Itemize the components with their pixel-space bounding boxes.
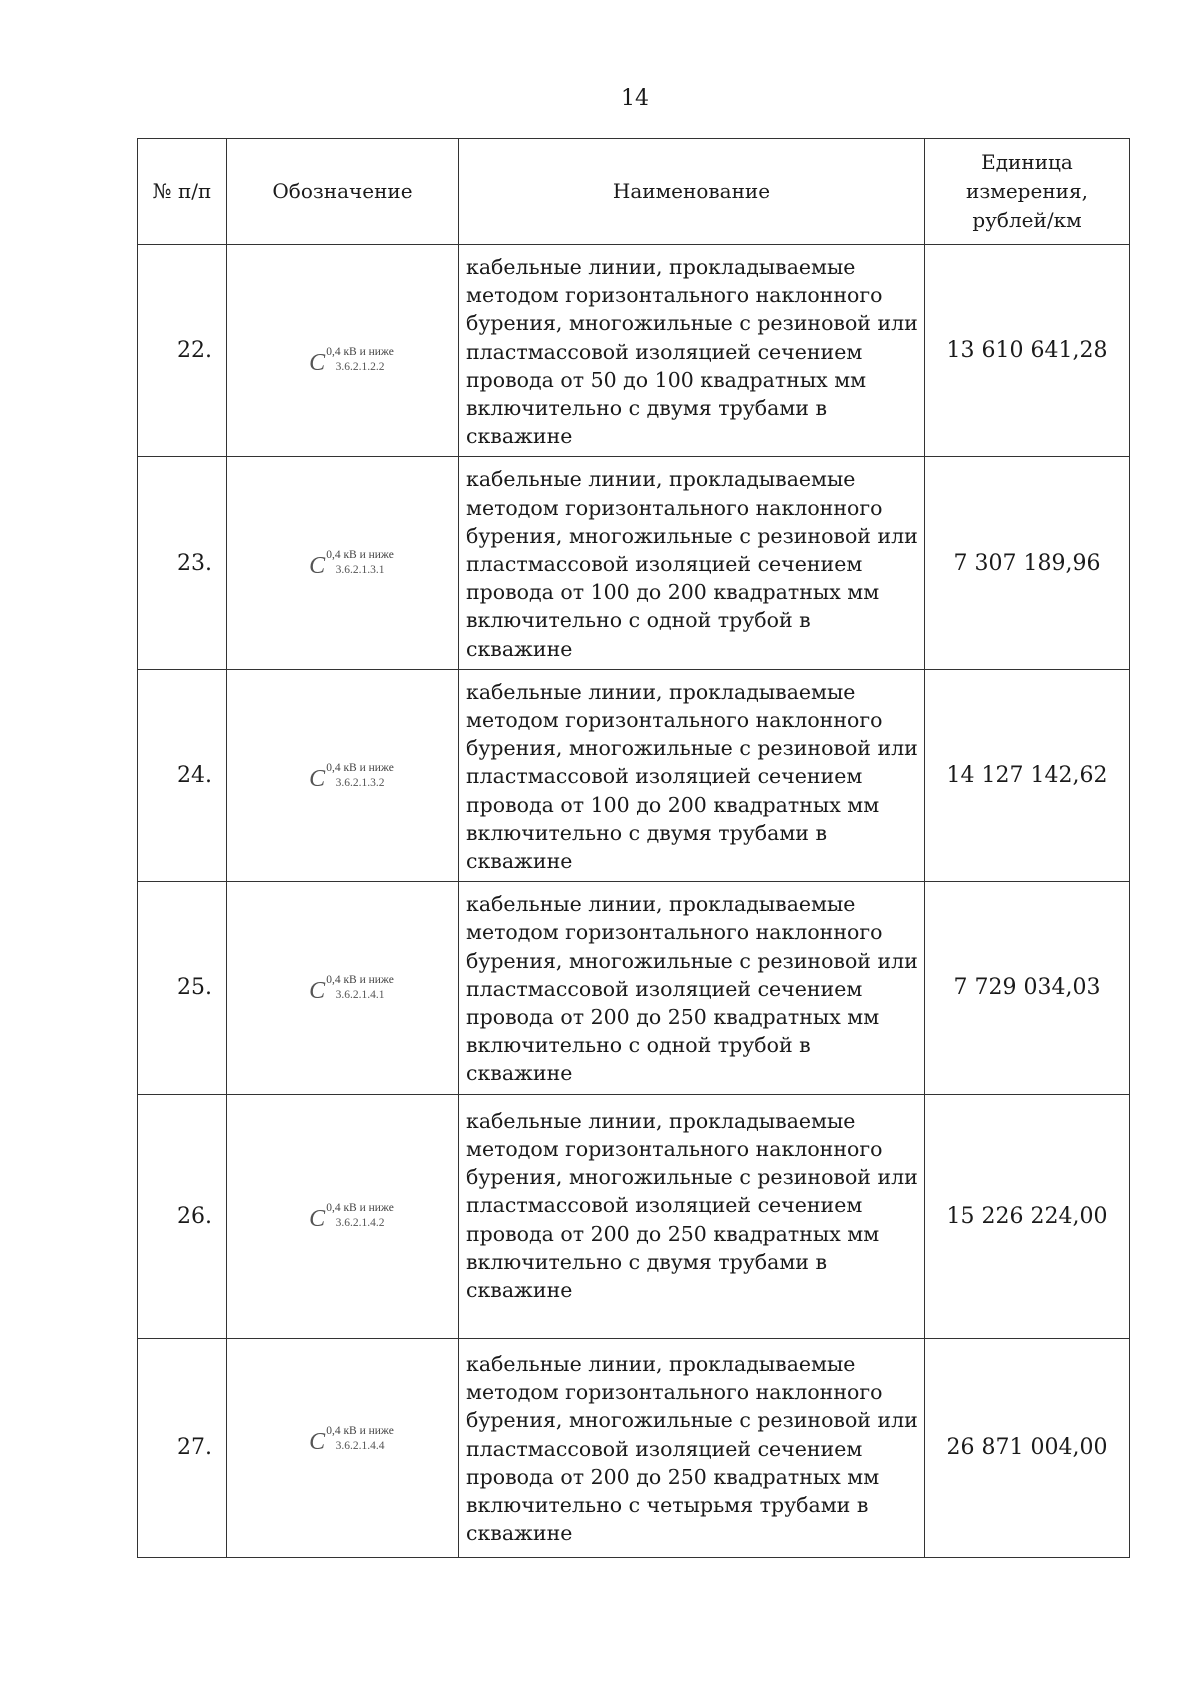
header-unit: Единица измерения, рублей/км — [925, 139, 1130, 245]
row-number: 27. — [138, 1338, 227, 1557]
name-cell: кабельные линии, прокладываемые методом горизонтального наклонного бурения, многожильные с резиновой или пластмассовой изоляцией сечением провода от 50 до 100 квадратных мм включительно с двумя трубами в скважине — [459, 245, 925, 457]
designation-cell — [227, 669, 459, 881]
name-cell: кабельные линии, прокладываемые методом горизонтального наклонного бурения, многожильные с резиновой или пластмассовой изоляцией сечением провода от 200 до 250 квадратных мм включительно с четырьмя трубами в скважине — [459, 1338, 925, 1557]
name-cell: кабельные линии, прокладываемые методом горизонтального наклонного бурения, многожильные с резиновой или пластмассовой изоляцией сечением провода от 100 до 200 квадратных мм включительно с одной трубой в скважине — [459, 457, 925, 669]
header-num: № п/п — [138, 139, 227, 245]
designation-symbol: C 0,4 кВ и ниже 3.6.2.1.3.1 — [309, 549, 394, 580]
value-cell: 7 307 189,96 — [925, 457, 1130, 669]
row-number: 22. — [138, 245, 227, 457]
designation-cell — [227, 1094, 459, 1338]
header-name: Наименование — [459, 139, 925, 245]
row-number: 25. — [138, 882, 227, 1094]
designation-symbol: C 0,4 кВ и ниже 3.6.2.1.4.2 — [309, 1202, 394, 1233]
designation-symbol: C 0,4 кВ и ниже 3.6.2.1.4.1 — [309, 973, 394, 1004]
row-number: 26. — [138, 1094, 227, 1338]
table-row — [138, 1338, 1130, 1557]
value-cell: 14 127 142,62 — [925, 669, 1130, 881]
value-cell: 15 226 224,00 — [925, 1094, 1130, 1338]
value-cell: 13 610 641,28 — [925, 245, 1130, 457]
page-number: 14 — [621, 86, 649, 111]
header-designation: Обозначение — [227, 139, 459, 245]
designation-cell — [227, 245, 459, 457]
name-cell: кабельные линии, прокладываемые методом горизонтального наклонного бурения, многожильные с резиновой или пластмассовой изоляцией сечением провода от 100 до 200 квадратных мм включительно с двумя трубами в скважине — [459, 669, 925, 881]
table-row — [138, 1094, 1130, 1338]
designation-symbol: C 0,4 кВ и ниже 3.6.2.1.3.2 — [309, 761, 394, 792]
row-number: 24. — [138, 669, 227, 881]
name-cell: кабельные линии, прокладываемые методом горизонтального наклонного бурения, многожильные с резиновой или пластмассовой изоляцией сечением провода от 200 до 250 квадратных мм включительно с двумя трубами в скважине — [459, 1094, 925, 1338]
value-cell: 26 871 004,00 — [925, 1338, 1130, 1557]
value-cell: 7 729 034,03 — [925, 882, 1130, 1094]
tariff-table — [137, 138, 1130, 1558]
table-row — [138, 457, 1130, 669]
table-row — [138, 245, 1130, 457]
table-row — [138, 669, 1130, 881]
designation-symbol: C 0,4 кВ и ниже 3.6.2.1.2.2 — [309, 345, 394, 376]
row-number: 23. — [138, 457, 227, 669]
designation-cell — [227, 457, 459, 669]
name-cell: кабельные линии, прокладываемые методом горизонтального наклонного бурения, многожильные с резиновой или пластмассовой изоляцией сечением провода от 200 до 250 квадратных мм включительно с одной трубой в скважине — [459, 882, 925, 1094]
designation-cell — [227, 882, 459, 1094]
designation-cell — [227, 1338, 459, 1557]
table-header-row — [138, 139, 1130, 245]
designation-symbol: C 0,4 кВ и ниже 3.6.2.1.4.4 — [309, 1424, 394, 1455]
table-row — [138, 882, 1130, 1094]
